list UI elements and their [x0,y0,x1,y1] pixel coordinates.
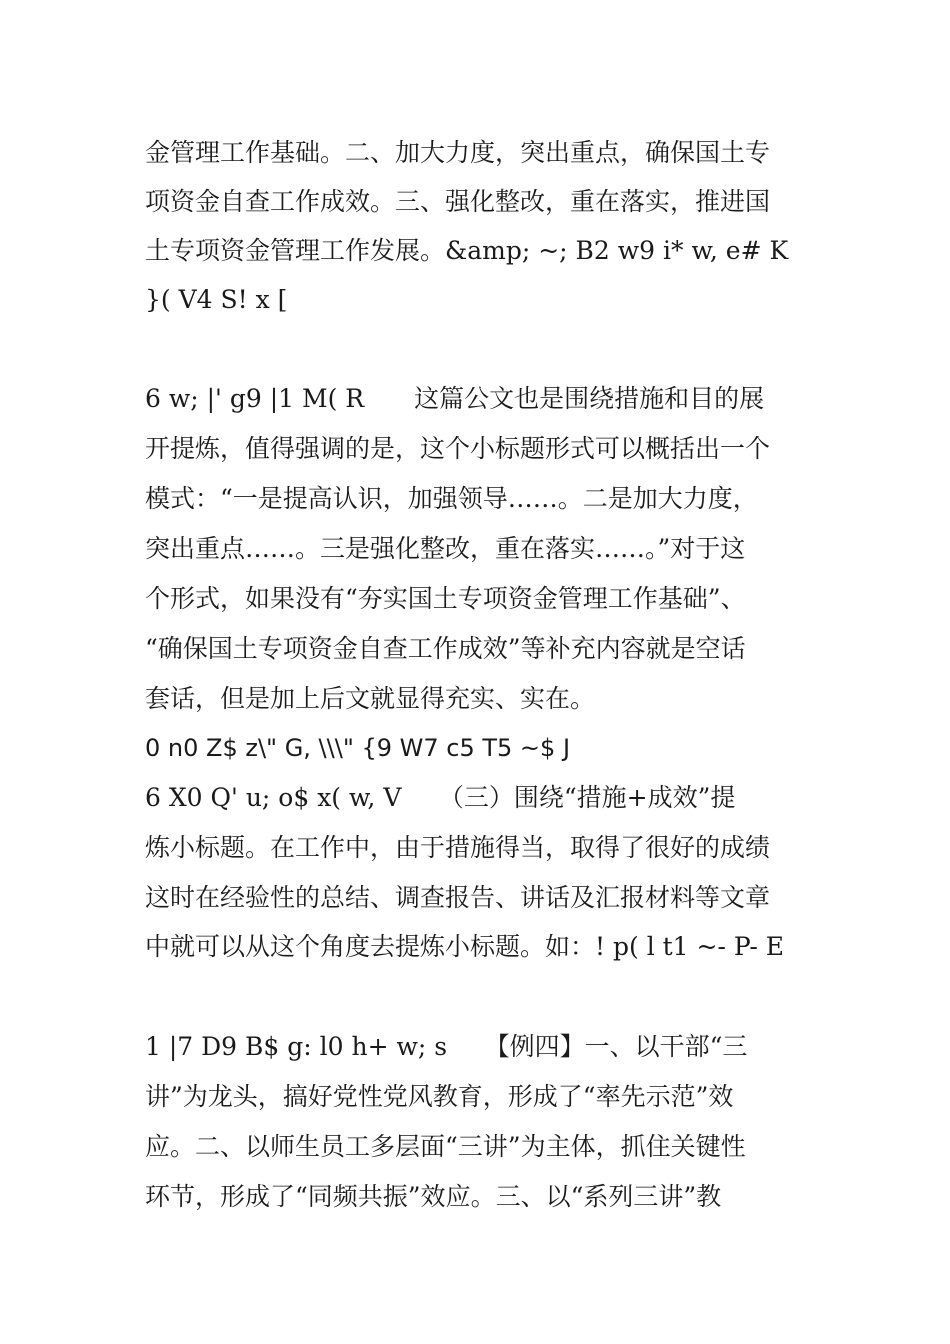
text-line: 这时在经验性的总结、调查报告、讲话及汇报材料等文章 [145,883,771,912]
text-line: 套话，但是加上后文就显得充实、实在。 [145,684,596,713]
text-line: 炼小标题。在工作中，由于措施得当，取得了很好的成绩 [145,833,771,862]
text-line: “确保国土专项资金自查工作成效”等补充内容就是空话 [145,634,746,663]
text-line: 个形式，如果没有“夯实国土专项资金管理工作基础”、 [145,584,746,613]
text-line: 开提炼，值得强调的是，这个小标题形式可以概括出一个 [145,434,771,463]
text-line: 6 w; |' g9 |1 M( R 这篇公文也是围绕措施和目的展 [145,384,765,413]
text-line: 6 X0 Q' u; o$ x( w, V （三）围绕“措施+成效”提 [145,783,736,812]
text-line: 应。二、以师生员工多层面“三讲”为主体，抓住关键性 [145,1132,746,1161]
text-line: 1 |7 D9 B$ g: l0 h+ w; s 【例四】一、以干部“三 [145,1032,748,1061]
text-line: 项资金自查工作成效。三、强化整改，重在落实，推进国 [145,187,771,216]
text-line: 模式：“一是提高认识，加强领导……。二是加大力度， [145,484,758,513]
text-line: 土专项资金管理工作发展。&amp; ~; B2 w9 i* w, e# K [145,236,789,265]
text-line: 讲”为龙头，搞好党性党风教育，形成了“率先示范”效 [145,1082,734,1111]
text-line: 金管理工作基础。二、加大力度，突出重点，确保国土专 [145,138,771,167]
text-line: }( V4 S! x [ [145,285,288,314]
text-line: 环节，形成了“同频共振”效应。三、以“系列三讲”教 [145,1182,722,1211]
text-line: 中就可以从这个角度去提炼小标题。如：! p( l t1 ~- P- E [145,932,784,961]
text-line: 0 n0 Z$ z\" G, \\\" {9 W7 c5 T5 ~$ J [145,734,571,762]
text-line: 突出重点……。三是强化整改，重在落实……。”对于这 [145,534,746,563]
